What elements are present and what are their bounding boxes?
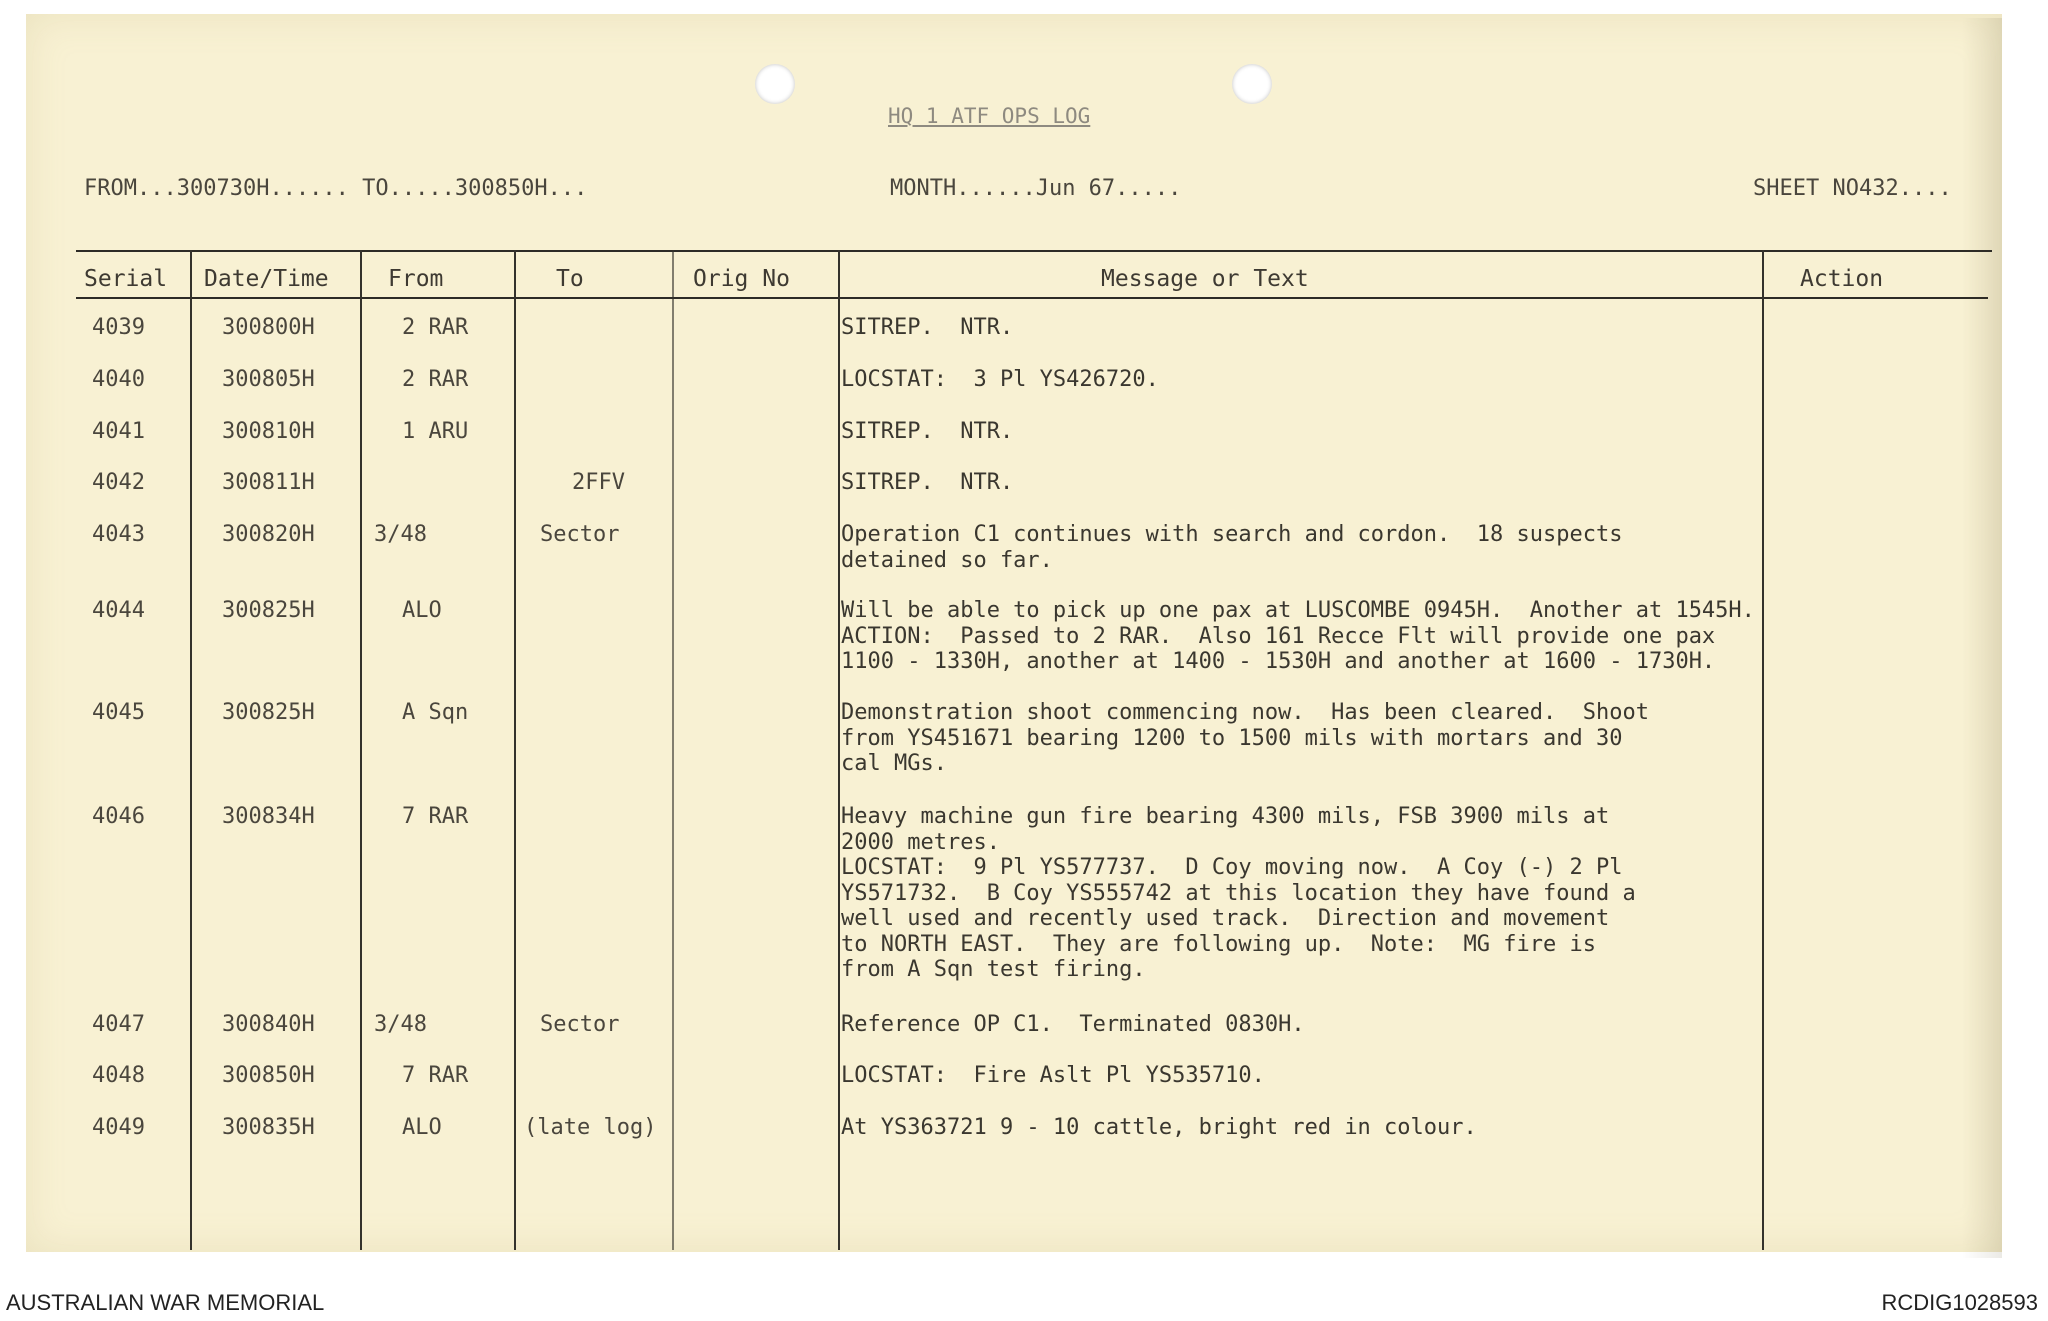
entry-message-line: LOCSTAT: Fire Aslt Pl YS535710. xyxy=(841,1063,1265,1088)
to-value: 300850H... xyxy=(454,176,588,201)
entry-datetime: 300834H xyxy=(222,804,315,829)
entry-datetime: 300820H xyxy=(222,522,315,547)
column-header-datetime: Date/Time xyxy=(204,266,329,292)
entry-from: 7 RAR xyxy=(402,1063,469,1088)
entry-serial: 4041 xyxy=(92,419,145,444)
table-top-rule xyxy=(76,250,1992,252)
entry-message-line: At YS363721 9 - 10 cattle, bright red in colour. xyxy=(841,1115,1477,1140)
page-edge-shadow xyxy=(1962,18,2002,1258)
column-header-action: Action xyxy=(1800,266,1884,292)
entry-from: 7 RAR xyxy=(402,804,469,829)
entry-message-line: ACTION: Passed to 2 RAR. Also 161 Recce Flt will provide one pax xyxy=(841,623,1716,649)
footer-record-id: RCDIG1028593 xyxy=(1881,1290,2038,1315)
entry-to: Sector xyxy=(540,522,620,547)
entry-message-line: Reference OP C1. Terminated 0830H. xyxy=(841,1012,1305,1037)
column-header-serial: Serial xyxy=(84,266,168,292)
entry-serial: 4046 xyxy=(92,804,145,829)
sheet-label: SHEET NO xyxy=(1753,176,1859,201)
entry-message-line: to NORTH EAST. They are following up. Note: MG fire is xyxy=(841,931,1596,957)
entry-serial: 4039 xyxy=(92,315,145,340)
entry-serial: 4044 xyxy=(92,598,145,623)
entry-to: 2FFV xyxy=(572,470,625,495)
column-header-message: Message or Text xyxy=(1101,266,1309,292)
entry-serial: 4045 xyxy=(92,700,145,725)
entry-from: 2 RAR xyxy=(402,315,469,340)
entry-message-line: from A Sqn test firing. xyxy=(841,957,1146,982)
footer-archive-name: AUSTRALIAN WAR MEMORIAL xyxy=(6,1290,325,1315)
entry-to: (late log) xyxy=(524,1115,657,1140)
entry-from: ALO xyxy=(402,1115,442,1140)
sheet-value: 432.... xyxy=(1858,176,1952,201)
month-value: Jun 67..... xyxy=(1035,176,1182,201)
table-header-rule xyxy=(76,297,1988,299)
entry-message-line: SITREP. NTR. xyxy=(841,470,1014,495)
entry-message-line: YS571732. B Coy YS555742 at this location they have found a xyxy=(841,880,1636,906)
entry-from: A Sqn xyxy=(402,700,469,725)
entry-message-line: SITREP. NTR. xyxy=(841,315,1014,340)
entry-from: ALO xyxy=(402,598,442,623)
entry-serial: 4043 xyxy=(92,522,145,547)
entry-message-line: LOCSTAT: 3 Pl YS426720. xyxy=(841,367,1159,392)
from-value: 300730H xyxy=(176,176,270,201)
entry-message-line: from YS451671 bearing 1200 to 1500 mils with mortars and 30 xyxy=(841,725,1623,751)
entry-message-line: detained so far. xyxy=(841,547,1053,573)
entry-from: 3/48 xyxy=(374,522,427,547)
column-header-orig-no: Orig No xyxy=(693,266,790,292)
entry-message-line: Demonstration shoot commencing now. Has been cleared. Shoot xyxy=(841,700,1649,725)
entry-serial: 4047 xyxy=(92,1012,145,1037)
entry-message-line: Operation C1 continues with search and cordon. 18 suspects xyxy=(841,522,1623,547)
entry-datetime: 300840H xyxy=(222,1012,315,1037)
entry-message-line: Heavy machine gun fire bearing 4300 mils, FSB 3900 mils at xyxy=(841,804,1610,829)
entry-serial: 4042 xyxy=(92,470,145,495)
column-header-from: From xyxy=(388,266,444,292)
punch-hole-right xyxy=(1232,64,1272,104)
from-field xyxy=(84,176,587,201)
entry-from: 1 ARU xyxy=(402,419,469,444)
entry-serial: 4040 xyxy=(92,367,145,392)
sheet-number-field xyxy=(1753,176,1952,201)
column-divider-4 xyxy=(672,250,674,1250)
entry-serial: 4048 xyxy=(92,1063,145,1088)
entry-datetime: 300811H xyxy=(222,470,315,495)
entry-message-line: SITREP. NTR. xyxy=(841,419,1014,444)
entry-datetime: 300800H xyxy=(222,315,315,340)
entry-datetime: 300835H xyxy=(222,1115,315,1140)
column-header-to: To xyxy=(556,266,584,292)
to-label: ...... TO..... xyxy=(269,176,455,201)
column-divider-2 xyxy=(360,250,362,1250)
month-label: MONTH...... xyxy=(890,176,1036,201)
entry-from: 3/48 xyxy=(374,1012,427,1037)
punch-hole-left xyxy=(755,64,795,104)
from-label: FROM... xyxy=(84,176,177,201)
entry-message-line: cal MGs. xyxy=(841,751,947,776)
column-divider-3 xyxy=(514,250,516,1250)
column-divider-5 xyxy=(838,250,840,1250)
entry-message-line: 1100 - 1330H, another at 1400 - 1530H and another at 1600 - 1730H. xyxy=(841,649,1716,674)
month-field xyxy=(890,176,1181,201)
column-divider-1 xyxy=(190,250,192,1250)
entry-datetime: 300850H xyxy=(222,1063,315,1088)
entry-datetime: 300810H xyxy=(222,419,315,444)
entry-message-line: well used and recently used track. Direction and movement xyxy=(841,906,1610,931)
entry-from: 2 RAR xyxy=(402,367,469,392)
entry-datetime: 300825H xyxy=(222,700,315,725)
entry-datetime: 300825H xyxy=(222,598,315,623)
document-title: HQ 1 ATF OPS LOG xyxy=(888,104,1091,128)
entry-datetime: 300805H xyxy=(222,367,315,392)
entry-message-line: 2000 metres. xyxy=(841,829,1000,855)
entry-message-line: Will be able to pick up one pax at LUSCOMBE 0945H. Another at 1545H. xyxy=(841,598,1755,623)
entry-serial: 4049 xyxy=(92,1115,145,1140)
entry-message-line: LOCSTAT: 9 Pl YS577737. D Coy moving now. A Coy (-) 2 Pl xyxy=(841,855,1623,880)
entry-to: Sector xyxy=(540,1012,620,1037)
